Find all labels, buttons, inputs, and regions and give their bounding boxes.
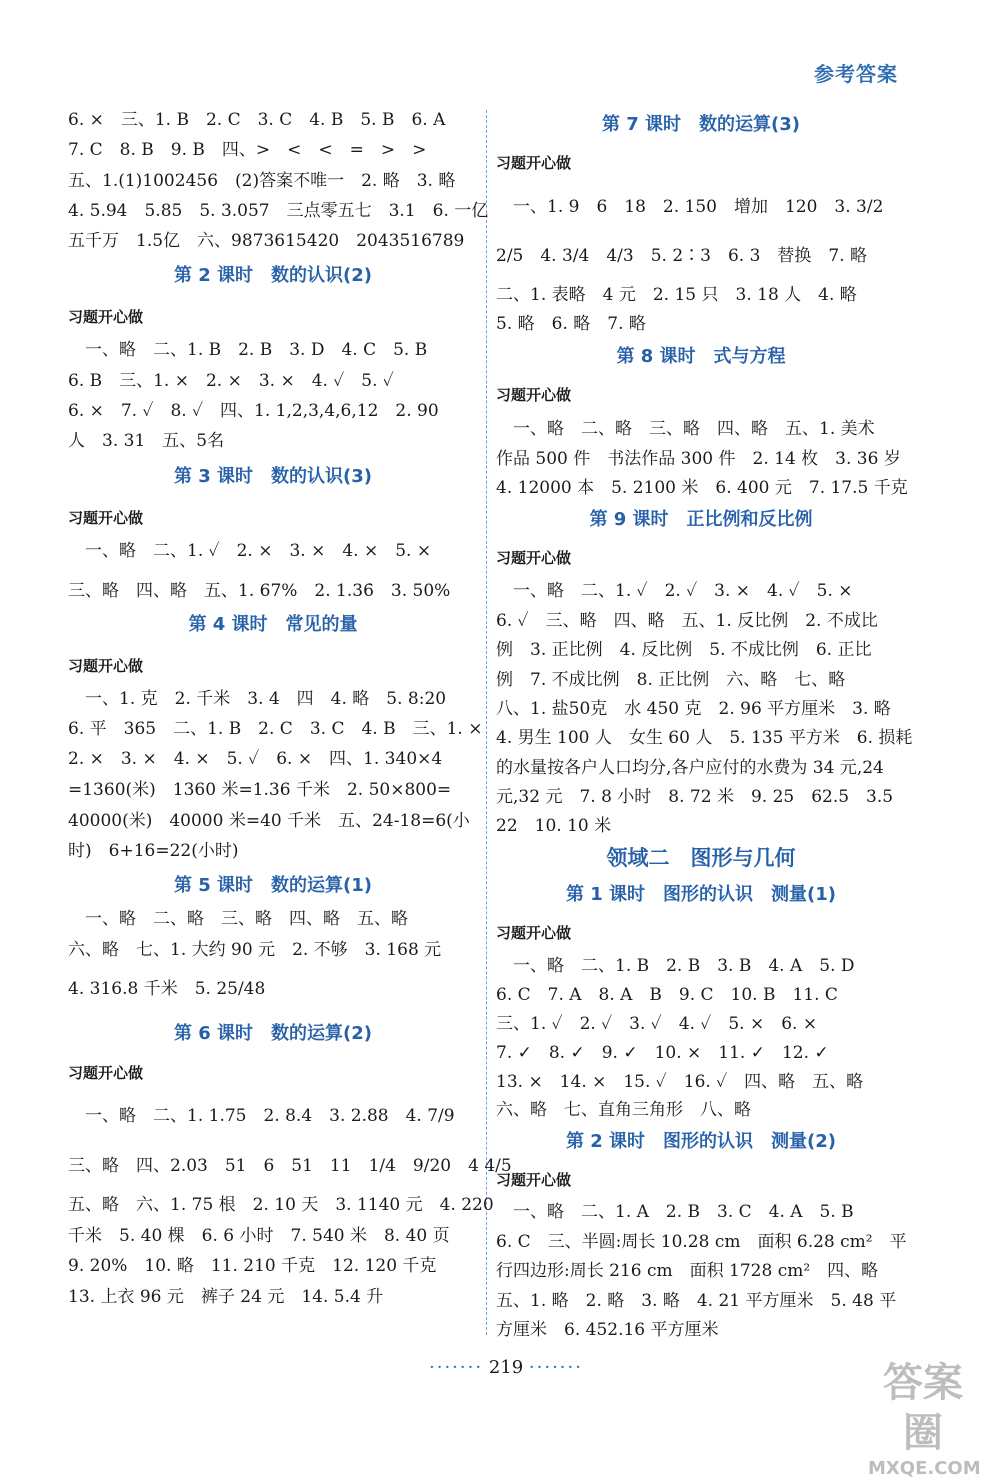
answer-line: 五、1. 略 2. 略 3. 略 4. 21 平方厘米 5. 48 平: [496, 1291, 897, 1311]
answer-line: 22 10. 10 米: [496, 816, 612, 836]
section-subheading: 习题开心做: [68, 657, 144, 675]
domain-heading: 领域二 图形与几何: [606, 846, 796, 870]
section-heading: 第 7 课时 数的运算(3): [601, 114, 801, 135]
page-header-title: 参考答案: [814, 62, 898, 86]
answer-line: 人 3. 31 五、5名: [68, 431, 225, 451]
answer-line: 2. × 3. × 4. × 5. ✓ 6. × 四、1. 340×4: [68, 749, 443, 769]
column-divider: [486, 110, 487, 1335]
answer-line: 五、略 六、1. 75 根 2. 10 天 3. 1140 元 4. 220: [68, 1195, 494, 1215]
section-subheading: 习题开心做: [496, 1171, 572, 1189]
answer-line: 6. × 7. ✓ 8. ✓ 四、1. 1,2,3,4,6,12 2. 90: [68, 401, 439, 421]
answer-line: 6. ✓ 三、略 四、略 五、1. 反比例 2. 不成比: [496, 611, 878, 631]
answer-line: 4. 316.8 千米 5. 25/48: [68, 979, 266, 999]
answer-line: 八、1. 盐50克 水 450 克 2. 96 平方厘米 3. 略: [496, 699, 891, 719]
watermark-text: 答案圈: [883, 1360, 963, 1456]
answer-line: 5. 略 6. 略 7. 略: [496, 314, 646, 334]
section-heading: 第 3 课时 数的认识(3): [173, 466, 373, 487]
answer-line: 元,32 元 7. 8 小时 8. 72 米 9. 25 62.5 3.5: [496, 787, 894, 807]
answer-line: 2/5 4. 3/4 4/3 5. 2∶3 6. 3 替换 7. 略: [496, 246, 868, 266]
answer-line: 7. ✓ 8. ✓ 9. ✓ 10. × 11. ✓ 12. ✓: [496, 1043, 829, 1063]
answer-line: 作品 500 件 书法作品 300 件 2. 14 枚 3. 36 岁: [496, 449, 901, 469]
dots-decoration: ·······: [528, 1357, 583, 1378]
answer-line: 一、略 二、1. B 2. B 3. D 4. C 5. B: [68, 340, 428, 360]
answer-line: 9. 20% 10. 略 11. 210 千克 12. 120 千克: [68, 1256, 437, 1276]
answer-line: 4. 5.94 5.85 5. 3.057 三点零五七 3.1 6. 一亿: [68, 201, 489, 221]
answer-line: 一、1. 9 6 18 2. 150 增加 120 3. 3/2: [496, 197, 884, 217]
section-heading: 第 1 课时 图形的认识 测量(1): [565, 884, 837, 905]
answer-line: 4. 12000 本 5. 2100 米 6. 400 元 7. 17.5 千克: [496, 478, 908, 498]
watermark-logo: [868, 1358, 981, 1479]
answer-line: 一、略 二、1. A 2. B 3. C 4. A 5. B: [496, 1202, 854, 1222]
answer-line: 6. 平 365 二、1. B 2. C 3. C 4. B 三、1. ×: [68, 719, 483, 739]
answer-line: 二、1. 表略 4 元 2. 15 只 3. 18 人 4. 略: [496, 285, 857, 305]
section-heading: 第 4 课时 常见的量: [188, 614, 358, 635]
dots-decoration: ·······: [429, 1357, 484, 1378]
watermark-url: MXQE.COM: [868, 1458, 981, 1479]
answer-line: 时) 6+16=22(小时): [68, 841, 239, 861]
answer-line: 例 3. 正比例 4. 反比例 5. 不成比例 6. 正比: [496, 640, 872, 660]
answer-line: 六、略 七、1. 大约 90 元 2. 不够 3. 168 元: [68, 940, 442, 960]
page-number: [406, 1356, 606, 1380]
answer-line: 五、1.(1)1002456 (2)答案不唯一 2. 略 3. 略: [68, 171, 456, 191]
section-heading: 第 2 课时 图形的认识 测量(2): [565, 1131, 837, 1152]
answer-line: 6. B 三、1. × 2. × 3. × 4. ✓ 5. ✓: [68, 371, 394, 391]
section-subheading: 习题开心做: [496, 924, 572, 942]
answer-line: 例 7. 不成比例 8. 正比例 六、略 七、略: [496, 670, 846, 690]
section-heading: 第 6 课时 数的运算(2): [173, 1023, 373, 1044]
section-heading: 第 8 课时 式与方程: [616, 346, 786, 367]
answer-line: 一、略 二、1. 1.75 2. 8.4 3. 2.88 4. 7/9: [68, 1106, 455, 1126]
answer-line: 一、略 二、略 三、略 四、略 五、1. 美术: [496, 419, 875, 439]
section-subheading: 习题开心做: [496, 386, 572, 404]
answer-line: 一、略 二、略 三、略 四、略 五、略: [68, 909, 408, 929]
answer-line: 三、1. ✓ 2. ✓ 3. ✓ 4. ✓ 5. × 6. ×: [496, 1014, 818, 1034]
section-heading: 第 5 课时 数的运算(1): [173, 875, 373, 896]
answer-line: 一、略 二、1. B 2. B 3. B 4. A 5. D: [496, 956, 855, 976]
section-subheading: 习题开心做: [496, 549, 572, 567]
answer-line: 一、略 二、1. ✓ 2. × 3. × 4. × 5. ×: [68, 541, 432, 561]
answer-line: 一、略 二、1. ✓ 2. ✓ 3. × 4. ✓ 5. ×: [496, 581, 853, 601]
answer-line: 7. C 8. B 9. B 四、> < < = > >: [68, 140, 427, 160]
answer-line: 一、1. 克 2. 千米 3. 4 四 4. 略 5. 8:20: [68, 689, 447, 709]
answer-line: 13. 上衣 96 元 裤子 24 元 14. 5.4 升: [68, 1287, 384, 1307]
answer-line: 六、略 七、直角三角形 八、略: [496, 1100, 751, 1120]
answer-line: 40000(米) 40000 米=40 千米 五、24-18=6(小: [68, 811, 470, 831]
answer-line: 行四边形:周长 216 cm 面积 1728 cm² 四、略: [496, 1261, 879, 1281]
answer-line: 4. 男生 100 人 女生 60 人 5. 135 平方米 6. 损耗: [496, 728, 913, 748]
section-heading: 第 9 课时 正比例和反比例: [589, 509, 813, 530]
answer-line: 13. × 14. × 15. ✓ 16. ✓ 四、略 五、略: [496, 1072, 864, 1092]
answer-line: 6. C 三、半圆:周长 10.28 cm 面积 6.28 cm² 平: [496, 1232, 907, 1252]
answer-line: 的水量按各户人口均分,各户应付的水费为 34 元,24: [496, 758, 884, 778]
section-subheading: 习题开心做: [68, 1064, 144, 1082]
section-heading: 第 2 课时 数的认识(2): [173, 265, 373, 286]
page-number-text: 219: [488, 1357, 524, 1378]
answer-line: 6. C 7. A 8. A B 9. C 10. B 11. C: [496, 985, 838, 1005]
answer-line: =1360(米) 1360 米=1.36 千米 2. 50×800=: [68, 780, 452, 800]
section-subheading: 习题开心做: [68, 308, 144, 326]
answer-line: 千米 5. 40 棵 6. 6 小时 7. 540 米 8. 40 页: [68, 1226, 450, 1246]
answer-line: 6. × 三、1. B 2. C 3. C 4. B 5. B 6. A: [68, 110, 446, 130]
answer-line: 方厘米 6. 452.16 平方厘米: [496, 1320, 719, 1340]
answer-line: 三、略 四、略 五、1. 67% 2. 1.36̇ 3. 50%: [68, 581, 451, 601]
section-subheading: 习题开心做: [496, 154, 572, 172]
answer-line: 三、略 四、2.03 51 6 51 11 1/4 9/20 4 4/5: [68, 1156, 512, 1176]
answer-line: 五千万 1.5亿 六、9873615420 2043516789: [68, 231, 465, 251]
section-subheading: 习题开心做: [68, 509, 144, 527]
